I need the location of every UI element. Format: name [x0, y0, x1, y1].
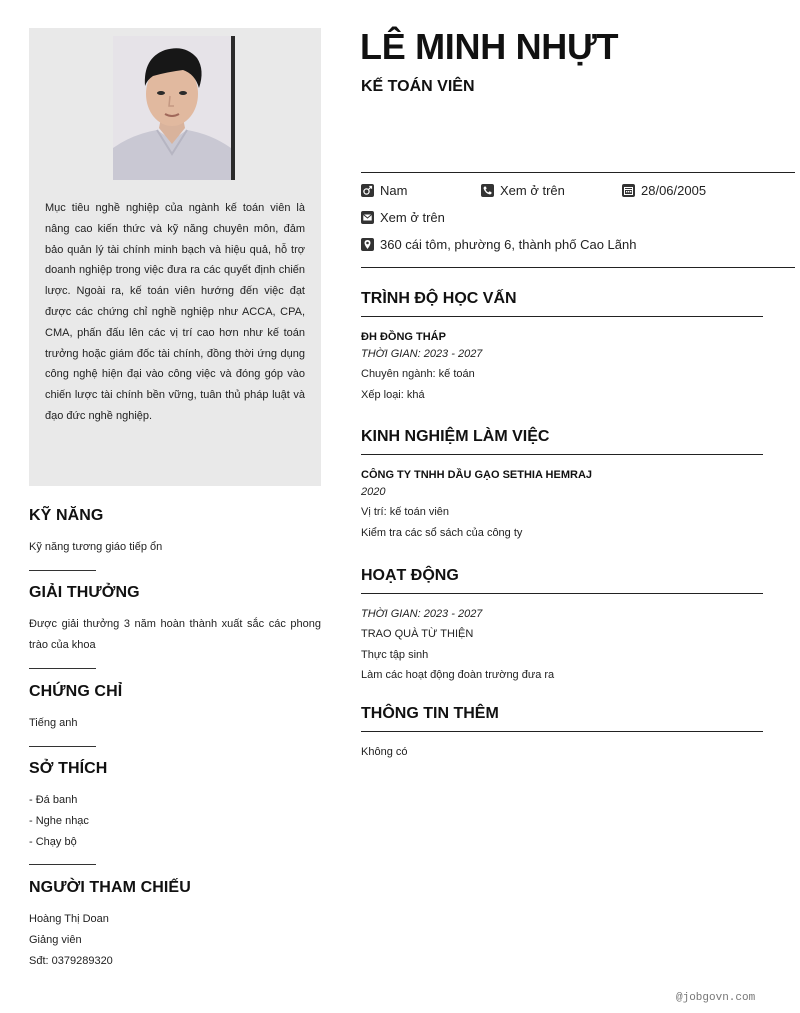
portrait-image: [113, 36, 231, 180]
experience-section: [361, 428, 763, 543]
birthday-info: [622, 183, 706, 198]
certificates-section: [29, 683, 321, 747]
hobby-item: - Chạy bộ: [29, 835, 77, 848]
awards-section: [29, 584, 321, 669]
activities-heading: HOẠT ĐỘNG: [361, 567, 763, 594]
activity-item: TRAO QUÀ TỪ THIỆN: [361, 628, 474, 640]
hobby-item: - Đá banh: [29, 794, 78, 806]
awards-text: Được giải thưởng 3 năm hoàn thành xuất sắc các phong trào của khoa: [29, 618, 321, 651]
company-name: CÔNG TY TNHH DẦU GẠO SETHIA HEMRAJ: [361, 469, 593, 481]
activity-item: Làm các hoạt động đoàn trường đưa ra: [361, 669, 555, 681]
reference-phone: Sđt: 0379289320: [29, 954, 113, 967]
hobbies-section: [29, 760, 321, 865]
career-objective: Mục tiêu nghề nghiệp của ngành kế toán viên là nâng cao kiến thức và kỹ năng chuyên môn, đảm bảo quản lý tài chính minh bạch và hiệu quả, hỗ trợ doanh nghiệp trong việc đưa ra các quyết định chiến lược. Ngoài ra, kế toán viên hướng đến việc đạt được các chứng chỉ nghề nghiệp như ACCA, CPA, CMA, phấn đấu lên các vị trí cao hơn như kế toán trưởng hoặc giám đốc tài chính, đồng thời ứng dụng công nghệ hiện đại vào công việc và đóng góp vào chiến lược tài chính bền vững, tuân thủ pháp luật và đạo đức nghề nghiệp.: [45, 202, 305, 422]
school-name: ĐH ĐỒNG THÁP: [361, 331, 446, 343]
contact-bottom-divider: [361, 267, 795, 268]
education-grade: Xếp loại: khá: [361, 388, 425, 401]
experience-position: Vị trí: kế toán viên: [361, 506, 450, 518]
activities-period: THỜI GIAN: 2023 - 2027: [361, 608, 483, 620]
additional-info-text: Không có: [361, 746, 408, 758]
education-section: [361, 290, 763, 405]
activity-item: Thực tập sinh: [361, 648, 429, 661]
experience-heading: KINH NGHIỆM LÀM VIỆC: [361, 428, 763, 455]
additional-info-heading: THÔNG TIN THÊM: [361, 705, 763, 732]
education-period: THỜI GIAN: 2023 - 2027: [361, 348, 483, 360]
watermark: @jobgovn.com: [676, 992, 756, 1004]
gender-icon: [361, 184, 374, 197]
reference-section: [29, 879, 321, 971]
reference-heading: NGƯỜI THAM CHIẾU: [29, 879, 191, 896]
phone-value: Xem ở trên: [500, 183, 565, 198]
experience-year: 2020: [361, 486, 386, 498]
contact-top-divider: [361, 172, 795, 173]
candidate-name: LÊ MINH NHỰT: [360, 26, 619, 67]
awards-divider: [29, 668, 96, 669]
skills-divider: [29, 570, 96, 571]
gender-info: [361, 183, 407, 198]
hobby-item: - Nghe nhạc: [29, 814, 89, 827]
awards-heading: GIẢI THƯỞNG: [29, 584, 140, 601]
phone-icon: [481, 184, 494, 197]
skills-text: Kỹ năng tương giáo tiếp ổn: [29, 541, 163, 553]
hobbies-heading: SỞ THÍCH: [29, 760, 108, 777]
location-pin-icon: [361, 238, 374, 251]
certificates-heading: CHỨNG CHỈ: [29, 683, 123, 700]
address-info: [361, 237, 636, 252]
skills-section: [29, 507, 321, 571]
activities-section: [361, 567, 763, 686]
certificates-divider: [29, 746, 96, 747]
job-title: KẾ TOÁN VIÊN: [361, 78, 475, 95]
address-value: 360 cái tôm, phường 6, thành phố Cao Lãnh: [380, 237, 637, 252]
birthday-value: 28/06/2005: [641, 183, 707, 198]
calendar-icon: [622, 184, 635, 197]
reference-name: Hoàng Thị Doan: [29, 913, 109, 925]
mail-icon: [361, 211, 374, 224]
email-value: Xem ở trên: [380, 210, 445, 225]
profile-photo: [113, 36, 235, 180]
education-major: Chuyên ngành: kế toán: [361, 368, 475, 380]
email-info: [361, 210, 445, 225]
profile-panel: [29, 28, 321, 486]
hobbies-divider: [29, 864, 96, 865]
phone-info: [481, 183, 565, 198]
additional-info-section: [361, 705, 763, 763]
skills-heading: KỸ NĂNG: [29, 507, 104, 524]
gender-value: Nam: [380, 183, 408, 198]
reference-role: Giảng viên: [29, 933, 82, 946]
experience-task: Kiểm tra các sổ sách của công ty: [361, 526, 523, 539]
education-heading: TRÌNH ĐỘ HỌC VẤN: [361, 290, 763, 317]
certificates-text: Tiếng anh: [29, 717, 78, 729]
